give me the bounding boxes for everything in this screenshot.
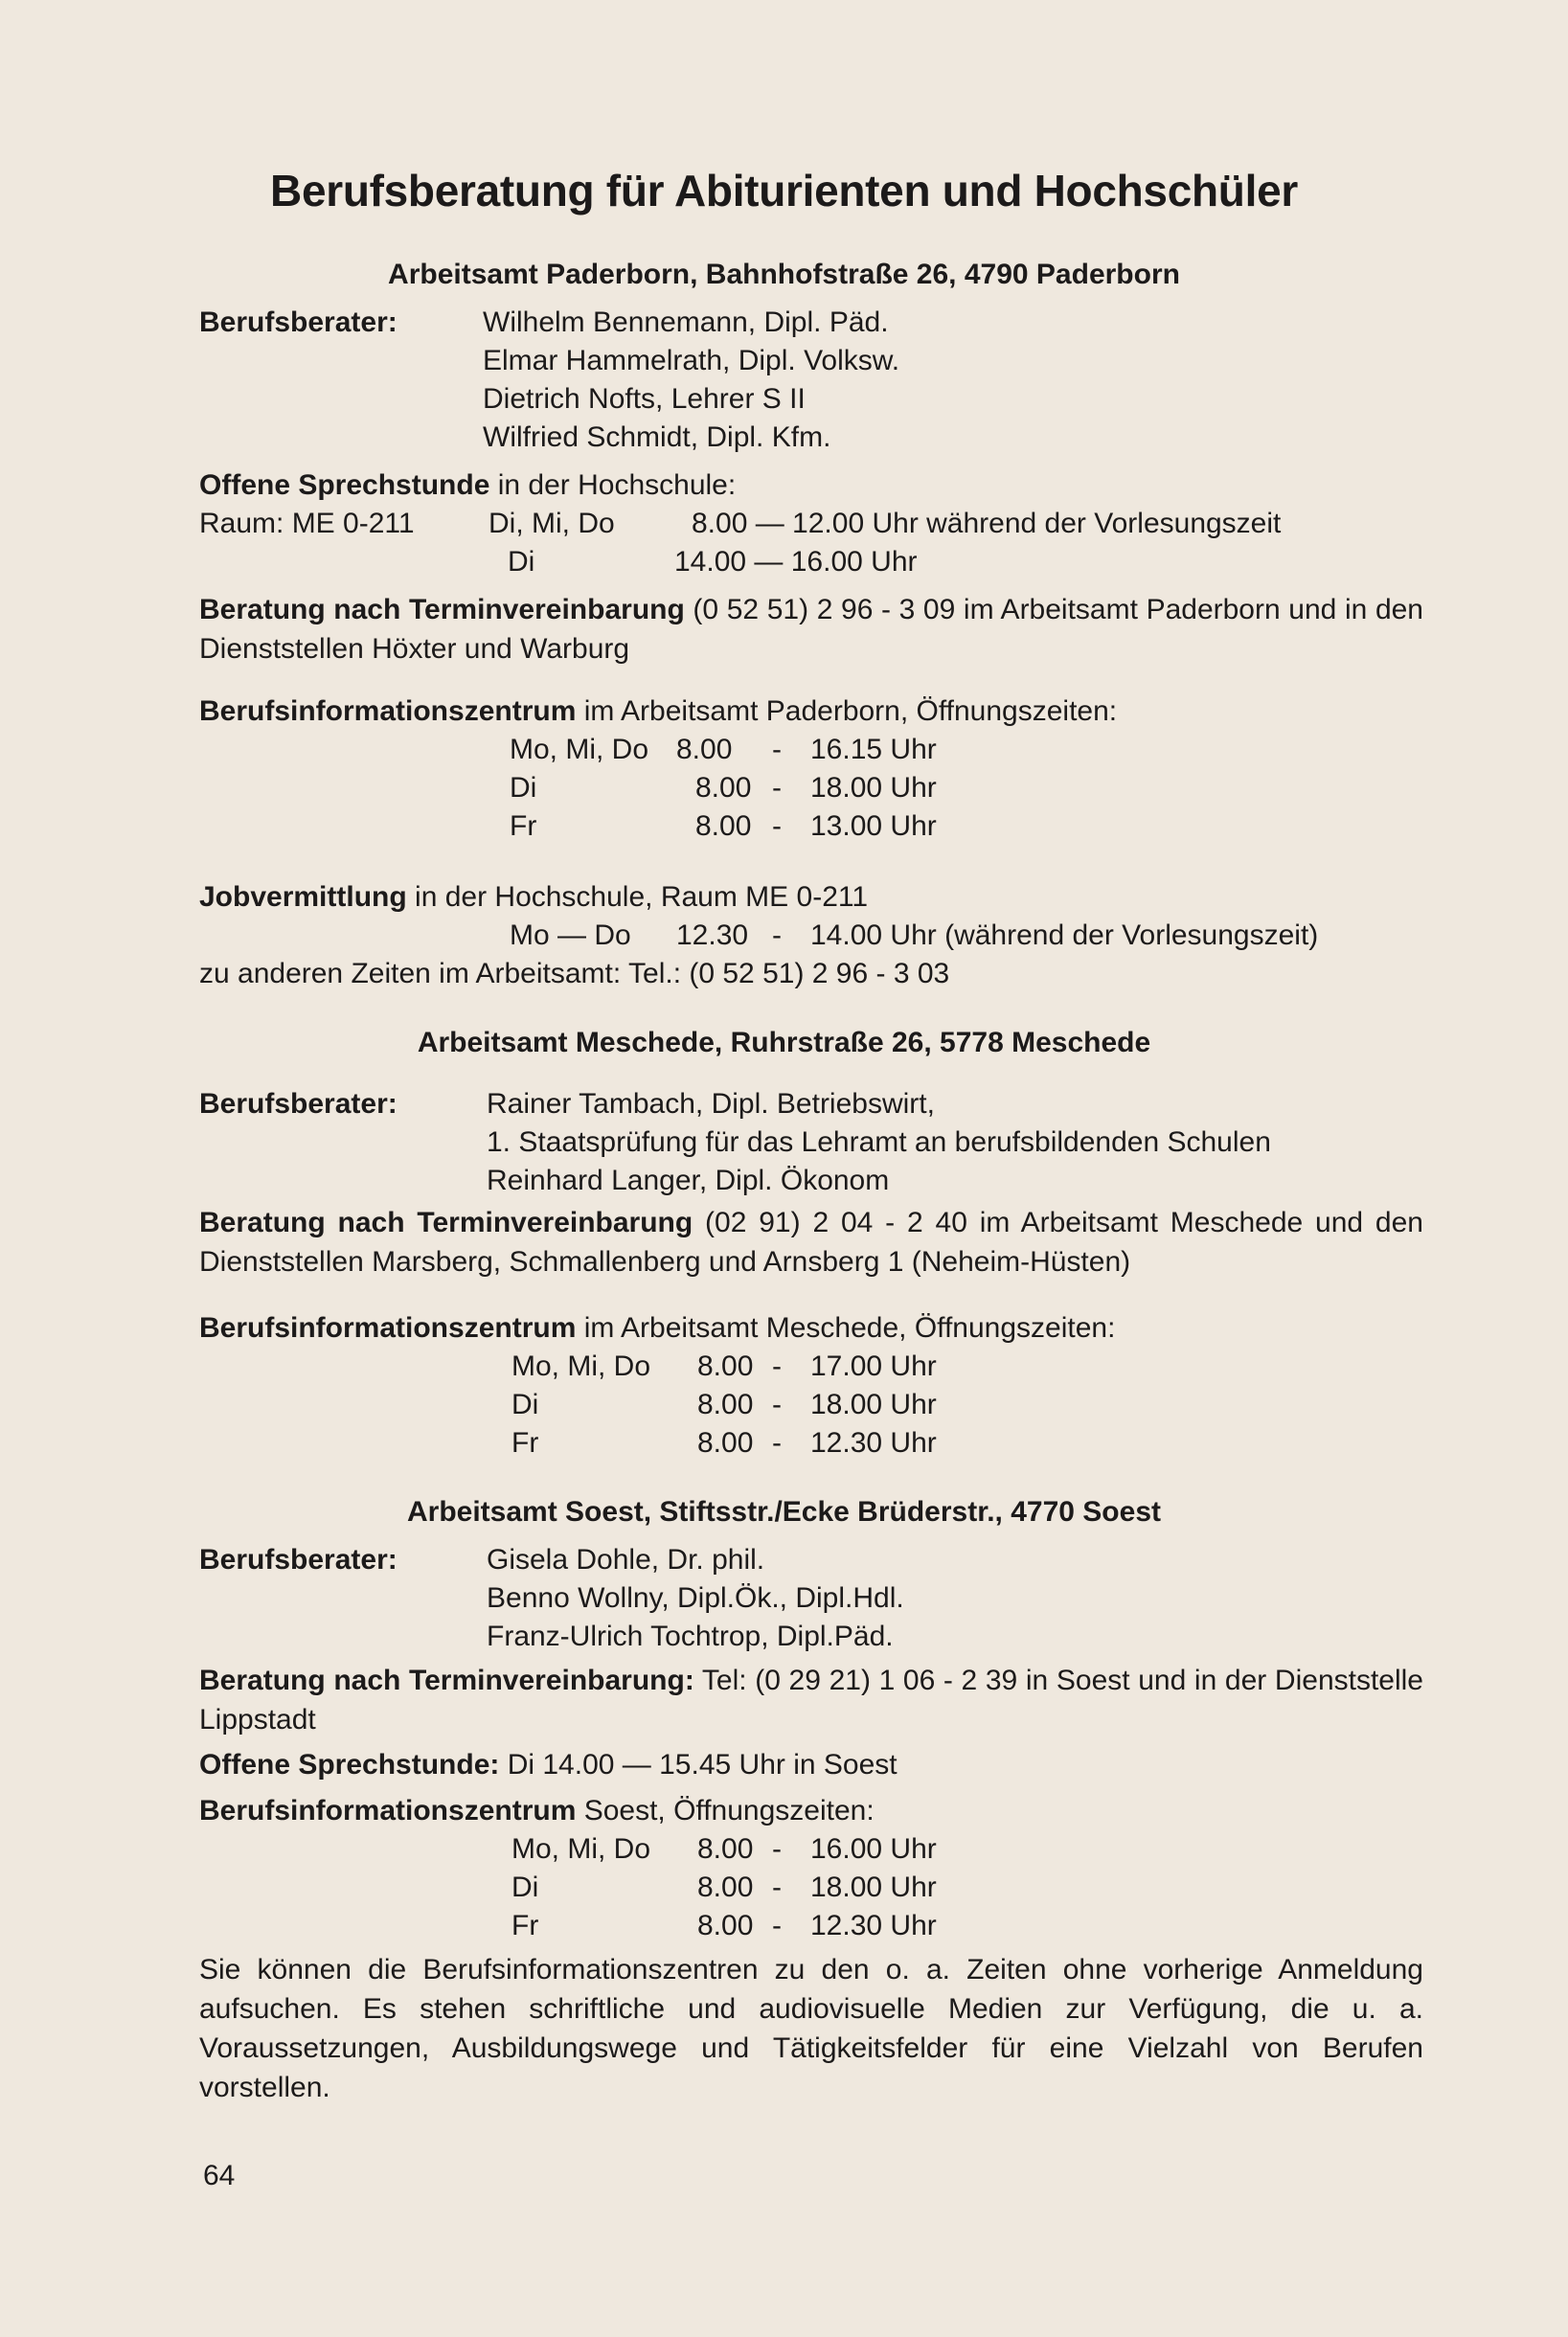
hours-start: 8.00 xyxy=(697,1427,754,1459)
advisers-label: Berufsberater: xyxy=(199,1544,398,1576)
biz-line xyxy=(199,695,1117,728)
office-header-meschede: Arbeitsamt Meschede, Ruhrstraße 26, 5778 Meschede xyxy=(417,1027,1151,1058)
hours-start: 8.00 xyxy=(697,1389,754,1420)
adviser-name: Wilhelm Bennemann, Dipl. Päd. xyxy=(483,306,889,338)
job-line xyxy=(199,881,868,914)
hours-row xyxy=(0,1427,1568,1465)
office-hours-time: 14.00 — 16.00 Uhr xyxy=(674,546,918,578)
adviser-name: Elmar Hammelrath, Dipl. Volksw. xyxy=(483,345,900,376)
hours-dash: - xyxy=(772,1350,782,1382)
hours-end: 18.00 Uhr xyxy=(810,772,937,804)
office-hours-text: in der Hochschule: xyxy=(489,469,737,501)
hours-row xyxy=(0,772,1568,810)
office-hours-text: Di 14.00 — 15.45 Uhr in Soest xyxy=(499,1749,898,1781)
hours-dash: - xyxy=(772,772,782,804)
hours-start: 8.00 xyxy=(676,734,733,765)
page-number: 64 xyxy=(203,2160,236,2191)
advisers-label: Berufsberater: xyxy=(199,306,398,338)
appointment-label: Beratung nach Terminvereinbarung: xyxy=(199,1665,694,1696)
appointment-paragraph xyxy=(199,1661,1423,1739)
hours-days: Mo, Mi, Do xyxy=(510,734,649,765)
hours-dash: - xyxy=(772,1872,782,1903)
hours-row xyxy=(0,1872,1568,1910)
hours-start: 8.00 xyxy=(695,810,752,842)
hours-end: 12.30 Uhr xyxy=(810,1910,937,1941)
adviser-name: Franz-Ulrich Tochtrop, Dipl.Päd. xyxy=(487,1621,894,1652)
office-header-soest: Arbeitsamt Soest, Stiftsstr./Ecke Brüderstr., 4770 Soest xyxy=(407,1496,1161,1528)
appointment-text: Tel: (0 29 21) 1 06 - 2 39 in Soest und in der Dienststelle Lippstadt xyxy=(199,1665,1423,1736)
advisers-label: Berufsberater: xyxy=(199,1088,398,1120)
office-hours-days: Di, Mi, Do xyxy=(489,508,615,539)
hours-days: Di xyxy=(510,772,537,804)
adviser-name: Dietrich Nofts, Lehrer S II xyxy=(483,383,806,415)
office-hours-days: Di xyxy=(508,546,535,578)
office-hours-label: Offene Sprechstunde: xyxy=(199,1749,500,1781)
hours-dash: - xyxy=(772,810,782,842)
hours-start: 8.00 xyxy=(697,1910,754,1941)
office-hours-time: 8.00 — 12.00 Uhr während der Vorlesungszeit xyxy=(692,508,1282,539)
hours-row xyxy=(0,1389,1568,1427)
appointment-text: (0 52 51) 2 96 - 3 09 im Arbeitsamt Paderborn und in den Dienststellen Höxter und Warburg xyxy=(199,594,1423,665)
job-other-line: zu anderen Zeiten im Arbeitsamt: Tel.: (0 52 51) 2 96 - 3 03 xyxy=(199,958,950,989)
hours-days: Fr xyxy=(510,810,537,842)
office-hours-label: Offene Sprechstunde xyxy=(199,469,490,501)
biz-text: im Arbeitsamt Paderborn, Öffnungszeiten: xyxy=(576,695,1118,727)
hours-end: 18.00 Uhr xyxy=(810,1872,937,1903)
biz-line xyxy=(199,1312,1115,1345)
biz-label: Berufsinformationszentrum xyxy=(199,1312,577,1344)
hours-end: 14.00 Uhr (während der Vorlesungszeit) xyxy=(810,919,1319,951)
hours-dash: - xyxy=(772,1427,782,1459)
hours-start: 8.00 xyxy=(697,1833,754,1865)
hours-row xyxy=(0,1350,1568,1389)
adviser-name: Wilfried Schmidt, Dipl. Kfm. xyxy=(483,421,831,453)
hours-end: 12.30 Uhr xyxy=(810,1427,937,1459)
appointment-paragraph xyxy=(199,590,1423,669)
adviser-name: 1. Staatsprüfung für das Lehramt an berufsbildenden Schulen xyxy=(487,1126,1271,1158)
biz-text: im Arbeitsamt Meschede, Öffnungszeiten: xyxy=(576,1312,1116,1344)
adviser-name: Benno Wollny, Dipl.Ök., Dipl.Hdl. xyxy=(487,1582,904,1614)
hours-days: Fr xyxy=(511,1427,539,1459)
hours-row xyxy=(0,919,1568,958)
hours-end: 13.00 Uhr xyxy=(810,810,937,842)
hours-dash: - xyxy=(772,1910,782,1941)
hours-end: 16.00 Uhr xyxy=(810,1833,937,1865)
closing-paragraph: Sie können die Berufsinformationszentren zu den o. a. Zeiten ohne vorherige Anmeldung aufsuchen. Es stehen schriftliche und audiovisuelle Medien zur Verfügung, die u. a. Voraussetzungen, Ausbildungswege und Tätigkeitsfelder für eine Vielzahl von Berufen vorstellen. xyxy=(199,1954,1423,2103)
hours-dash: - xyxy=(772,734,782,765)
adviser-name: Reinhard Langer, Dipl. Ökonom xyxy=(487,1165,890,1196)
biz-line xyxy=(199,1795,875,1827)
hours-row xyxy=(0,810,1568,849)
office-hours-line xyxy=(199,1749,898,1781)
room-label: Raum: ME 0-211 xyxy=(199,508,415,539)
office-hours-line xyxy=(199,469,736,502)
adviser-name: Gisela Dohle, Dr. phil. xyxy=(487,1544,765,1576)
office-header-paderborn: Arbeitsamt Paderborn, Bahnhofstraße 26, 4790 Paderborn xyxy=(388,259,1180,290)
hours-end: 18.00 Uhr xyxy=(810,1389,937,1420)
hours-days: Di xyxy=(511,1872,539,1903)
hours-days: Mo, Mi, Do xyxy=(511,1833,651,1865)
hours-dash: - xyxy=(772,1833,782,1865)
hours-start: 8.00 xyxy=(697,1350,754,1382)
appointment-text: (02 91) 2 04 - 2 40 im Arbeitsamt Meschede und den Dienststellen Marsberg, Schmallenberg und Arnsberg 1 (Neheim-Hüsten) xyxy=(199,1207,1423,1278)
hours-days: Mo, Mi, Do xyxy=(511,1350,651,1382)
appointment-label: Beratung nach Terminvereinbarung xyxy=(199,1207,693,1238)
hours-end: 16.15 Uhr xyxy=(810,734,937,765)
hours-days: Fr xyxy=(511,1910,539,1941)
hours-dash: - xyxy=(772,1389,782,1420)
hours-row xyxy=(0,1910,1568,1948)
hours-start: 12.30 xyxy=(676,919,749,951)
appointment-label: Beratung nach Terminvereinbarung xyxy=(199,594,685,625)
hours-days: Di xyxy=(511,1389,539,1420)
adviser-name: Rainer Tambach, Dipl. Betriebswirt, xyxy=(487,1088,935,1120)
hours-start: 8.00 xyxy=(697,1872,754,1903)
hours-row xyxy=(0,1833,1568,1872)
hours-days: Mo — Do xyxy=(510,919,631,951)
page-title: Berufsberatung für Abiturienten und Hochschüler xyxy=(270,166,1298,216)
hours-start: 8.00 xyxy=(695,772,752,804)
job-text: in der Hochschule, Raum ME 0-211 xyxy=(406,881,869,913)
biz-label: Berufsinformationszentrum xyxy=(199,695,577,727)
biz-label: Berufsinformationszentrum xyxy=(199,1795,577,1826)
job-label: Jobvermittlung xyxy=(199,881,407,913)
hours-dash: - xyxy=(772,919,782,951)
biz-text: Soest, Öffnungszeiten: xyxy=(576,1795,875,1826)
hours-row xyxy=(0,734,1568,772)
appointment-paragraph xyxy=(199,1203,1423,1282)
hours-end: 17.00 Uhr xyxy=(810,1350,937,1382)
